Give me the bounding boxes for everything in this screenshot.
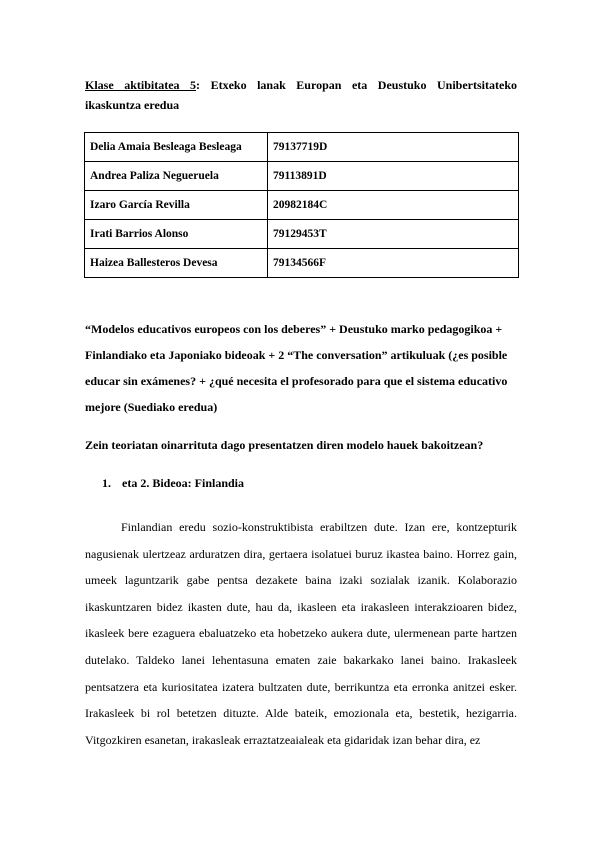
table-row bbox=[85, 162, 519, 191]
student-id: 79134566F bbox=[268, 249, 519, 278]
table-row bbox=[85, 191, 519, 220]
title-underlined: Klase aktibitatea 5 bbox=[85, 78, 197, 92]
document-title-line2: ikaskuntza eredua bbox=[85, 98, 180, 112]
student-id: 79129453T bbox=[268, 220, 519, 249]
students-table bbox=[84, 132, 519, 278]
student-id: 20982184C bbox=[268, 191, 519, 220]
section-heading bbox=[102, 476, 244, 491]
section-number: 1. bbox=[102, 476, 111, 490]
student-name: Izaro García Revilla bbox=[85, 191, 268, 220]
assignment-question: Zein teoriatan oinarrituta dago presentatzen diren modelo hauek bakoitzean? bbox=[85, 438, 484, 452]
student-id: 79113891D bbox=[268, 162, 519, 191]
table-row bbox=[85, 133, 519, 162]
student-name: Delia Amaia Besleaga Besleaga bbox=[85, 133, 268, 162]
student-name: Haizea Ballesteros Devesa bbox=[85, 249, 268, 278]
body-paragraph: Finlandian eredu sozio-konstruktibista erabiltzen dute. Izan ere, kontzepturik nagusienak ulertzeaz arduratzen dira, gertaera isolatuei buruz ikastea baino. Horrez gain, umeek laguntzarik gabe pentsa dezakete baina izaki sozialak izanik. Kolaborazio ikaskuntzaren bidez ikasten dute, hau da, ikasleen eta irakasleen interakzioaren bidez, ikasleek bere ezaguera ebaluatzeko eta hobetzeko aukera dute, ulermenean parte hartzen dutelako. Taldeko lanei lehentasuna ematen zaie bakarkako lanei baino. Irakasleek pentsatzera eta kuriositatea izatera bultzaten dute, berrikuntza eta erronka anitzei esker. Irakasleek bi rol betetzen dituzte. Alde bateik, emozionala eta, bestetik, hezigarria. Vitgozkiren esanetan, irakasleak erraztatzeaialeak eta gidaridak izan behar dira, ez bbox=[85, 520, 517, 747]
student-name: Andrea Paliza Negueruela bbox=[85, 162, 268, 191]
table-row bbox=[85, 220, 519, 249]
section-heading-text: eta 2. Bideoa: Finlandia bbox=[122, 476, 245, 490]
assignment-prompt: “Modelos educativos europeos con los deberes” + Deustuko marko pedagogikoa + Finlandiako eta Japoniako bideoak + 2 “The conversation” artikuluak (¿es posible educar sin exámenes? + ¿qué necesita el profesorado para que el sistema educativo mejore (Suediako eredua) bbox=[85, 322, 508, 414]
student-name: Irati Barrios Alonso bbox=[85, 220, 268, 249]
title-rest: : Etxeko lanak Europan eta Deustuko Unibertsitateko bbox=[196, 78, 517, 92]
table-row bbox=[85, 249, 519, 278]
student-id: 79137719D bbox=[268, 133, 519, 162]
